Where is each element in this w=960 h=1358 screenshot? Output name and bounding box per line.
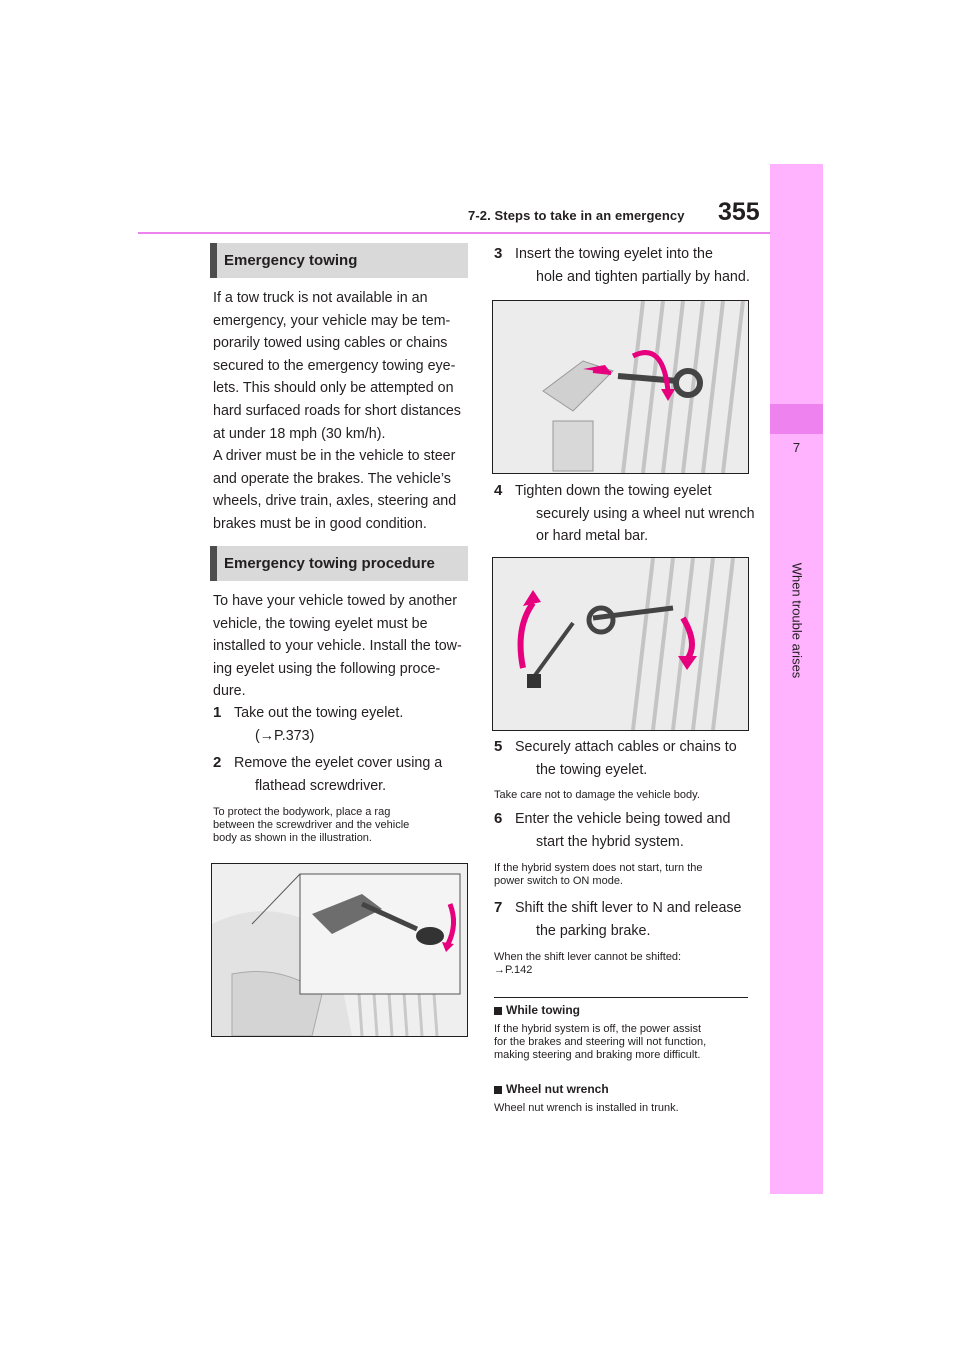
step-6: 6 Enter the vehicle being towed and start the hybrid system. (494, 810, 731, 850)
step-5-note: Take care not to damage the vehicle body. (494, 789, 700, 801)
step-4: 4 Tighten down the towing eyelet securely using a wheel nut wrench or hard metal bar. (494, 482, 755, 545)
step-7: 7 Shift the shift lever to N and release the parking brake. (494, 899, 742, 939)
illustration-tighten-eyelet (492, 557, 749, 731)
step-5: 5 Securely attach cables or chains to the towing eyelet. (494, 738, 737, 778)
procedure-paragraph: To have your vehicle towed by another vehicle, the towing eyelet must be installed to your vehicle. Install the tow- ing eyelet using the following proce- dure. (213, 593, 462, 700)
illustration-insert-eyelet (492, 300, 749, 474)
step-7-note: When the shift lever cannot be shifted: →P.142 (494, 951, 682, 976)
step-2: 2 Remove the eyelet cover using a flathead screwdriver. (213, 754, 443, 794)
page-number: 355 (718, 198, 760, 226)
step-6-note: If the hybrid system does not start, turn the power switch to ON mode. (494, 862, 703, 887)
step-2-note: To protect the bodywork, place a rag between the screwdriver and the vehicle body as shown in the illustration. (213, 806, 410, 844)
step-1: 1 Take out the towing eyelet. (→P.373) (213, 704, 404, 744)
header-rule (138, 232, 770, 234)
chapter-number: 7 (792, 440, 801, 455)
heading-emergency-towing: Emergency towing (210, 243, 468, 278)
square-bullet-icon (494, 1007, 502, 1015)
chapter-title: When trouble arises (789, 562, 805, 678)
note-while-towing: While towing If the hybrid system is off, the power assist for the brakes and steering will not function, making steering and braking more difficult. (494, 1003, 707, 1061)
step-3: 3 Insert the towing eyelet into the hole and tighten partially by hand. (494, 245, 750, 285)
square-bullet-icon (494, 1086, 502, 1094)
note-wheel-nut-wrench: Wheel nut wrench Wheel nut wrench is installed in trunk. (494, 1082, 679, 1114)
notes-divider (494, 997, 748, 998)
intro-paragraph: If a tow truck is not available in an emergency, your vehicle may be tem- porarily towed using cables or chains secured to the emergency towing eye- lets. This should only be attempted on hard surfaced roads for short distances at under 18 mph (30 km/h). A driver must be in the vehicle to steer and operate the brakes. The vehicle’s wheels, drive train, axles, steering and brakes must be in good condition. (213, 290, 461, 532)
chapter-tab-marker (770, 404, 823, 434)
illustration-eyelet-cover-removal (211, 863, 468, 1037)
section-title: 7-2. Steps to take in an emergency (468, 208, 685, 223)
heading-towing-procedure: Emergency towing procedure (210, 546, 468, 581)
